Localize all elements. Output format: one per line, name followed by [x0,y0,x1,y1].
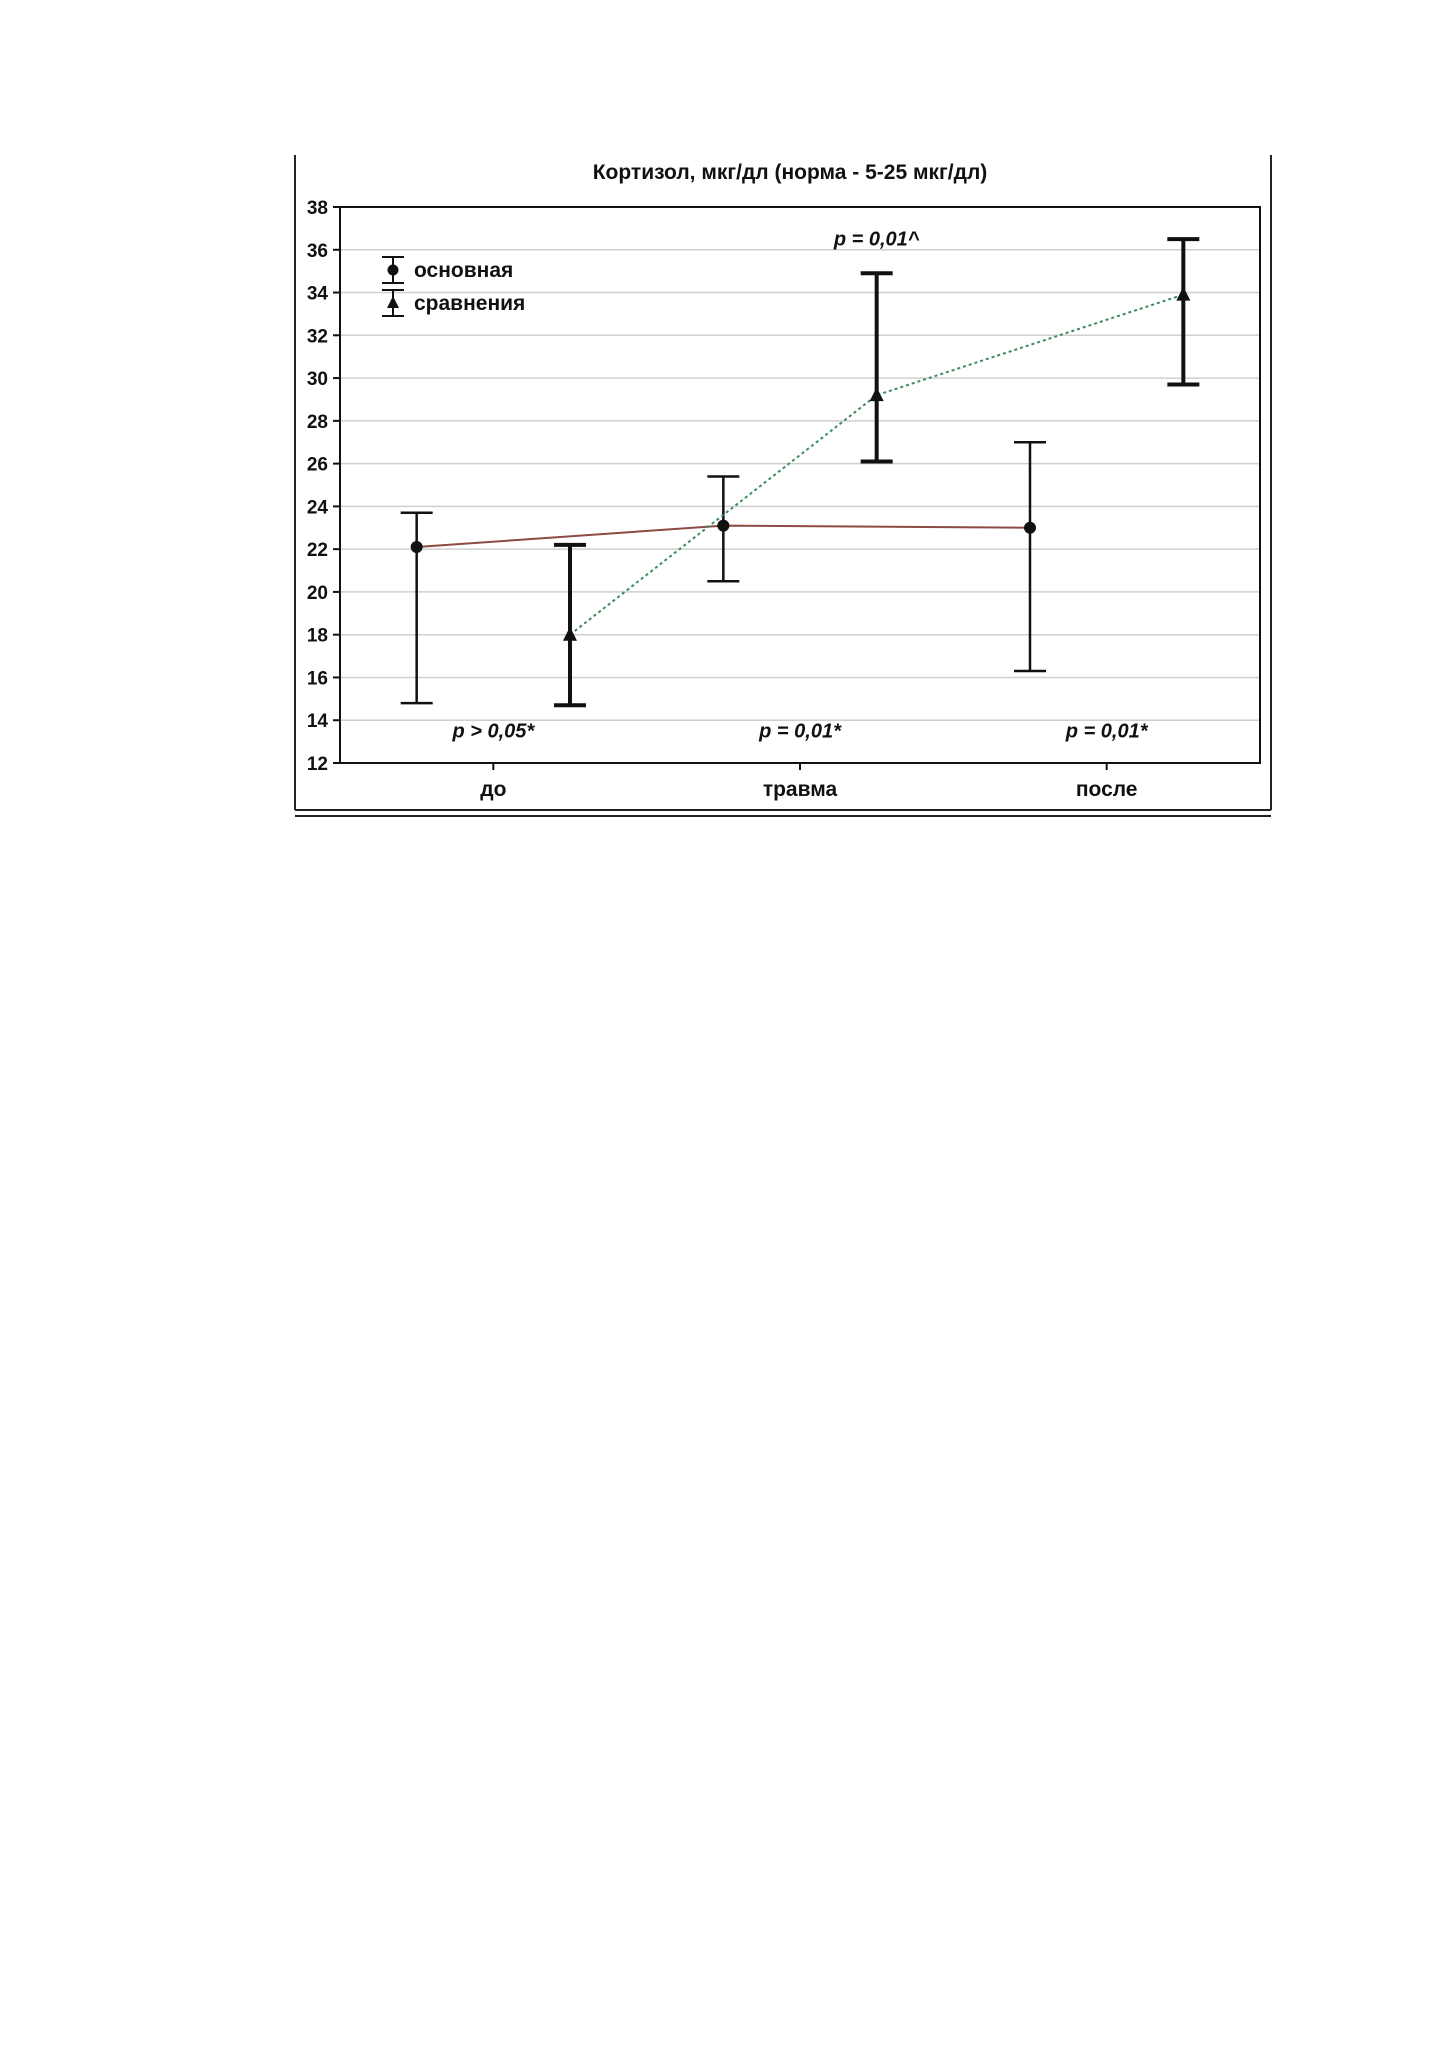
y-tick-label: 28 [306,411,328,433]
y-tick-label: 32 [306,326,328,348]
x-tick-label: после [1075,778,1138,801]
plot-area [340,207,1260,763]
legend-marker [388,265,399,276]
data-point [1176,287,1190,301]
legend-label: основная [414,259,514,282]
data-point [1024,522,1036,534]
legend-marker [387,296,399,308]
y-tick-label: 38 [306,198,328,219]
data-point [563,627,577,641]
y-tick-label: 36 [306,240,328,262]
p-value-label: p > 0,05* [452,720,535,743]
y-tick-label: 34 [306,283,328,305]
data-point [717,520,729,532]
legend-item [382,257,513,283]
data-point [870,387,884,401]
y-tick-label: 20 [306,582,328,604]
p-value-label: p = 0,01^ [833,228,920,251]
series-1 [401,442,1046,703]
grid [340,250,1260,720]
y-tick-label: 18 [306,625,328,647]
y-tick-label: 16 [306,668,328,690]
legend-label: сравнения [414,292,526,315]
x-axis [480,763,1137,801]
annotation-layer [451,228,1148,742]
y-tick-label: 30 [306,369,328,391]
p-value-label: p = 0,01* [1065,720,1148,743]
legend-item [382,290,525,316]
x-tick-label: до [480,778,507,801]
x-tick-label: травма [762,778,838,801]
y-tick-label: 12 [306,754,328,775]
p-value-label: p = 0,01* [759,720,841,743]
y-tick-label: 14 [306,711,328,733]
data-point [411,541,423,553]
y-axis [307,198,340,775]
y-tick-label: 26 [306,454,328,476]
y-tick-label: 24 [306,497,328,519]
y-tick-label: 22 [306,540,328,562]
legend [382,257,525,316]
chart-title: Кортизол, мкг/дл (норма - 5-25 мкг/дл) [592,161,988,184]
